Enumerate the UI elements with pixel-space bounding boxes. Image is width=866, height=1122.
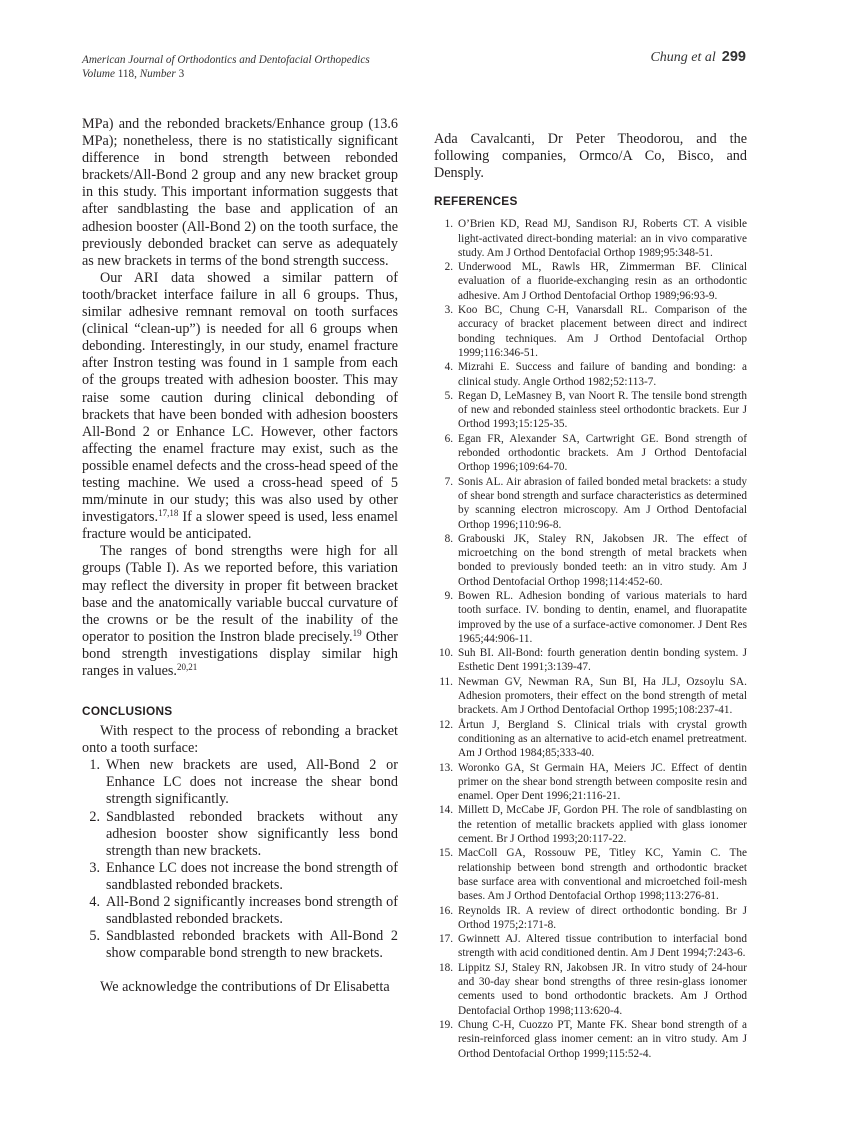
citation-superscript: 17,18 (158, 508, 179, 519)
reference-item: 13. Woronko GA, St Germain HA, Meiers JC. Effect of dentin primer on the shear bond strength between composite resin and enamel. Oper Dent 1996;21:116-21. (438, 761, 747, 803)
reference-item: 6. Egan FR, Alexander SA, Cartwright GE. Bond strength of rebonded orthodontic brackets. Am J Orthod Dentofacial Orthop 1996;109:64-70. (444, 432, 747, 474)
conclusion-item: 5. Sandblasted rebonded brackets with All-Bond 2 show comparable bond strength to new brackets. (89, 928, 398, 962)
journal-title: American Journal of Orthodontics and Dentofacial Orthopedics (82, 54, 370, 66)
reference-item: 5. Regan D, LeMasney B, van Noort R. The tensile bond strength of new and rebonded stainless steel orthodontic brackets. Eur J Orthod 1993;15:125-35. (444, 389, 747, 431)
right-column (434, 131, 747, 1061)
reference-item: 7. Sonis AL. Air abrasion of failed bonded metal brackets: a study of shear bond strength and surface characteristics as determined by scanning electron microscopy. Am J Orthod Dentofacial Orthop 1996;110:96-8. (444, 475, 747, 531)
paragraph-bond-strength-results: MPa) and the rebonded brackets/Enhance group (13.6 MPa); nonetheless, there is no statistically significant difference in bond strength between rebonded brackets/All-Bond 2 group and any new bracket group in this study. This important information suggests that after sandblasting the base and application of an adhesion booster (All-Bond 2) on the tooth surface, the previously debonded bracket can serve as adequately as new brackets in terms of the bond strength success. (82, 116, 398, 269)
reference-item: 3. Koo BC, Chung C-H, Vanarsdall RL. Comparison of the accuracy of bracket placement between direct and indirect bonding techniques. Am J Orthod Dentofacial Orthop 1999;116:346-51. (444, 304, 747, 359)
reference-item: 4. Mizrahi E. Success and failure of banding and bonding: a clinical study. Angle Orthod 1982;52:113-7. (444, 361, 747, 388)
acknowledgment-start: We acknowledge the contributions of Dr Elisabetta (100, 979, 390, 996)
reference-item: 16. Reynolds IR. A review of direct orthodontic bonding. Br J Orthod 1975;2:171-8. (438, 904, 747, 931)
reference-item: 18. Lippitz SJ, Staley RN, Jakobsen JR. In vitro study of 24-hour and 30-day shear bond strengths of three resin-glass ionomer cements used to bond orthodontic brackets. Am J Orthod Dentofacial Orthop 1998;113:620-4. (438, 961, 747, 1017)
conclusions-list (82, 757, 398, 962)
citation-superscript: 19 (352, 627, 362, 638)
reference-item: 9. Bowen RL. Adhesion bonding of various materials to hard tooth surface. IV. bonding to dentin, enamel, and fluorapatite improved by the use of a surface-active comonomer. J Dent Res 1965;44:906-11. (444, 590, 747, 645)
paragraph-bond-ranges: The ranges of bond strengths were high for all groups (Table I). As we reported before, this variation may reflect the diversity in proper fit between bracket base and the anatomically variable buccal curvature of the crowns or be the result of the inability of the operator to position the Instron blade precisely.$^{19}$ Other bond strength investigations display similar high ranges in values.$^{20,21}$ (82, 543, 398, 679)
reference-item: 14. Millett D, McCabe JF, Gordon PH. The role of sandblasting on the retention of metallic brackets applied with glass ionomer cement. Br J Orthod 1993;20:117-22. (438, 804, 747, 846)
reference-item: 17. Gwinnett AJ. Altered tissue contribution to interfacial bond strength with acid conditioned dentin. Am J Dent 1994;7:243-6. (438, 933, 747, 960)
reference-item: 1. O’Brien KD, Read MJ, Sandison RJ, Roberts CT. A visible light-activated direct-bonding material: an in vivo comparative study. Am J Orthod Dentofacial Orthop 1989;95:348-51. (444, 218, 747, 259)
running-header-page (650, 49, 746, 66)
volume-issue: Volume 118, Number 3 (82, 68, 185, 80)
acknowledgment-end: Ada Cavalcanti, Dr Peter Theodorou, and the following companies, Ormco/A Co, Bisco, and Densply. (434, 131, 747, 182)
paragraph-ari-data: Our ARI data showed a similar pattern of tooth/bracket interface failure in all 6 groups. Thus, similar adhesive remnant removal on tooth surfaces (clinical “clean-up”) is needed for all 6 groups when debonding. Interestingly, in our study, enamel fracture after Instron testing was found in 1 sample from each of the groups treated with adhesion booster. This may raise some caution during clinical debonding of brackets that have been bonded with adhesion boosters All-Bond 2 or Enhance LC. However, other factors affecting the enamel fracture may exist, such as the possible enamel defects and the cross-head speed of the testing machine. We used a cross-head speed of 5 mm/minute in our study; this was also used by other investigators.$^{17,18}$ If a slower speed is used, less enamel fracture would be anticipated. (82, 269, 398, 543)
reference-item: 19. Chung C-H, Cuozzo PT, Mante FK. Shear bond strength of a resin-reinforced glass inomer cement: an in vitro study. Am J Orthod Dentofacial Orthop 1999;115:52-4. (438, 1018, 747, 1060)
page-number: 299 (721, 49, 746, 65)
running-header-journal (82, 53, 370, 81)
running-authors: Chung et al (650, 50, 716, 65)
reference-item: 2. Underwood ML, Rawls HR, Zimmerman BF. Clinical evaluation of a fluoride-exchanging resin as an orthodontic adhesive. Am J Orthod Dentofacial Orthop 1989;96:93-9. (444, 261, 747, 302)
conclusion-item: 3. Enhance LC does not increase the bond strength of sandblasted rebonded brackets. (89, 859, 398, 893)
citation-superscript: 20,21 (176, 662, 198, 672)
conclusion-item: 2. Sandblasted rebonded brackets without any adhesion booster show significantly less bond strength than new brackets. (89, 808, 398, 859)
reference-item: 15. MacColl GA, Rossouw PE, Titley KC, Yamin C. The relationship between bond strength and orthodontic bracket base surface area with conventional and microetched foil-mesh bases. Am J Orthod Dentofacial Orthop 1998;113:276-81. (438, 847, 747, 903)
left-column (82, 116, 398, 997)
references-list (434, 217, 747, 1061)
conclusion-item: 4. All-Bond 2 significantly increases bond strength of sandblasted rebonded brackets. (89, 894, 398, 928)
reference-item: 8. Grabouski JK, Staley RN, Jakobsen JR. The effect of microetching on the bond strength of metal brackets when bonded to previously bonded teeth: an in vitro study. Am J Orthod Dentofacial Orthop 1998;114:452-60. (444, 532, 747, 588)
references-heading: REFERENCES (434, 194, 518, 209)
conclusions-heading: CONCLUSIONS (82, 704, 173, 719)
conclusions-intro: With respect to the process of rebonding a bracket onto a tooth surface: (82, 723, 398, 757)
reference-item: 11. Newman GV, Newman RA, Sun BI, Ha JLJ, Ozsoylu SA. Adhesion promoters, their effect on the bond strength of metal brackets. Am J Orthod Dentofacial Orthop 1995;108:237-41. (439, 675, 747, 717)
conclusion-item: 1. When new brackets are used, All-Bond 2 or Enhance LC does not increase the shear bond strength significantly. (89, 757, 398, 808)
reference-item: 12. Årtun J, Bergland S. Clinical trials with crystal growth conditioning as an alternative to acid-etch enamel pretreatment. Am J Orthod 1984;85;333-40. (438, 718, 747, 760)
reference-item: 10. Suh BI. All-Bond: fourth generation dentin bonding system. J Esthetic Dent 1991;3:139-47. (438, 647, 747, 674)
